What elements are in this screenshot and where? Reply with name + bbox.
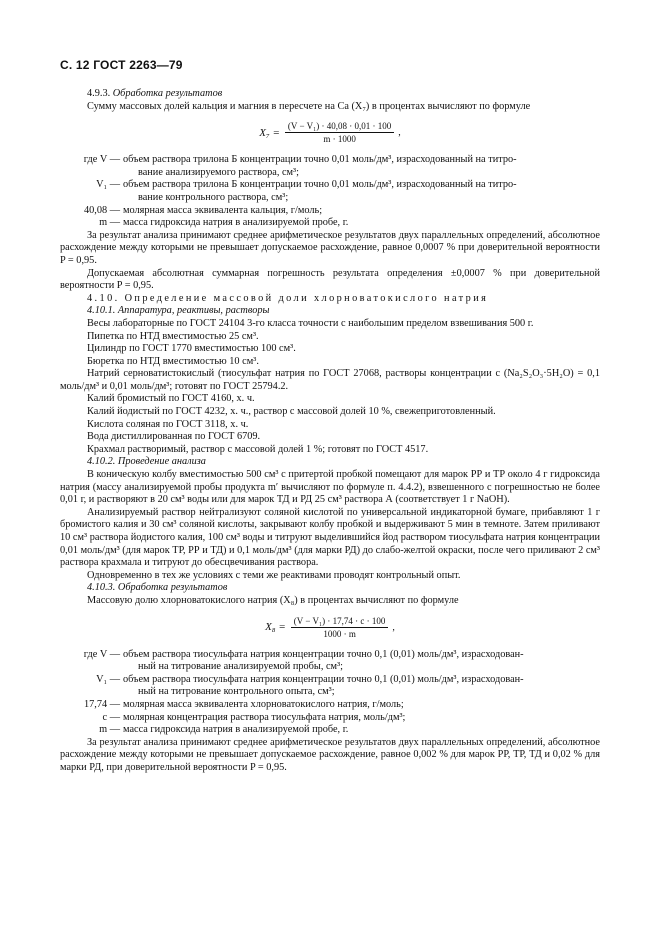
definition-symbol: V₁ — <box>96 673 120 685</box>
definition-text: масса гидроксида натрия в анализируемой пробе, г. <box>123 724 349 736</box>
procedure-paragraph: Анализируемый раствор нейтрализуют соляной кислотой по универсальной индикаторной бумаге, прибавляют 1 г бромистого калия и 30 см³ соляной кислоты, закрывают колбу пробкой и выдерживают 5 мин в темноте. Затем приливают 10 см³ раствора йодистого калия, 100 см³ воды и титруют выделившийся йод раствором тиосульфата натрия концентрации 0,01 моль/дм³ (для марок ТР, РР и ТД) и 0,1 моль/дм³ (для марки РД) до слабо-желтой окраски, после чего приливают 2 см³ раствора крахмала и титруют до обесцвечивания раствора. <box>60 506 600 569</box>
list-item: Весы лабораторные по ГОСТ 24104 3-го класса точности с наибольшим пределом взвешивания 500 г. <box>87 317 534 329</box>
definition-symbol: где V — <box>83 154 120 166</box>
formula-numerator: (V − V₁) · 40,08 · 0,01 · 100 <box>285 121 394 133</box>
definition-text <box>123 674 600 699</box>
definition-item <box>60 154 600 179</box>
reagents-list <box>60 318 600 457</box>
definition-symbol: m — <box>99 217 120 229</box>
definition-text <box>123 179 600 204</box>
definition-item <box>60 712 600 725</box>
formula-fraction <box>291 616 389 639</box>
definition-line: объем раствора трилона Б концентрации точно 0,01 моль/дм³, израсходованный на титро- <box>123 154 517 166</box>
result-paragraph: За результат анализа принимают среднее арифметическое результатов двух параллельных определений, абсолютное расхождение между которыми не превышает допускаемое расхождение, равное 0,002 % для марок РР, ТР, ТД и 0,02 % для марки РД, при доверительной вероятности P = 0,95. <box>60 736 600 773</box>
definition-item <box>60 699 600 712</box>
definition-line: объем раствора тиосульфата натрия концентрации точно 0,1 (0,01) моль/дм³, израсходован- <box>123 673 524 685</box>
list-item: Натрий серноватистокислый (тиосульфат натрия по ГОСТ 27068, растворы концентрации c (Na₂S₂O₃·5H₂O) = 0,1 моль/дм³ и 0,01 моль/дм³; готовят по ГОСТ 25794.2. <box>60 368 600 392</box>
list-item: Пипетка по НТД вместимостью 25 см³. <box>87 330 259 342</box>
list-item: Кислота соляная по ГОСТ 3118, х. ч. <box>87 418 249 430</box>
list-item: Калий бромистый по ГОСТ 4160, х. ч. <box>87 393 255 405</box>
definition-symbol: c — <box>102 711 120 723</box>
formula-intro: Массовую долю хлорноватокислого натрия (X₈) в процентах вычисляют по формуле <box>87 594 459 606</box>
formula-x8 <box>60 616 600 639</box>
definition-line-cont: ный на титрование контрольного опыта, см³; <box>138 686 335 698</box>
formula-intro: Сумму массовых долей кальция и магния в пересчете на Ca (X₇) в процентах вычисляют по формуле <box>87 100 531 112</box>
definition-item <box>60 217 600 230</box>
definition-line-cont: вание контрольного раствора, см³; <box>138 191 289 203</box>
formula-x7 <box>60 121 600 144</box>
list-item: Цилиндр по ГОСТ 1770 вместимостью 100 см³. <box>87 343 296 355</box>
section-number: 4.9.3. <box>87 88 111 99</box>
definition-text: молярная масса эквивалента кальция, г/моль; <box>123 204 323 216</box>
definition-item <box>60 674 600 699</box>
formula-tail: , <box>398 127 401 139</box>
definition-symbol: 40,08 — <box>83 204 120 216</box>
list-item: Вода дистиллированная по ГОСТ 6709. <box>87 431 261 443</box>
procedure-paragraph: В коническую колбу вместимостью 500 см³ с притертой пробкой помещают для марок РР и ТР около 4 г гидроксида натрия (массу анализируемой пробы продукта m′ вычисляют по формуле п. 4.4.2), взвешенного с погрешностью не более 0,01 г, и растворяют в 20 см³ воды или для марок ТД и РД 25 см³ раствора А (соответствует 1 г NaOH). <box>60 469 600 506</box>
section-4-10-2-heading: 4.10.2. Проведение анализа <box>87 456 206 468</box>
definition-line: объем раствора тиосульфата натрия концентрации точно 0,1 (0,01) моль/дм³, израсходован- <box>123 648 524 660</box>
definition-item <box>60 724 600 737</box>
definition-item <box>60 205 600 218</box>
definitions-x7 <box>60 154 600 230</box>
definition-line-cont: ный на титрование анализируемой пробы, см³; <box>138 661 344 673</box>
formula-denominator: 1000 · m <box>323 628 356 639</box>
list-item: Крахмал растворимый, раствор с массовой долей 1 %; готовят по ГОСТ 4517. <box>87 443 429 455</box>
definition-item <box>60 179 600 204</box>
section-4-10-1-heading: 4.10.1. Аппаратура, реактивы, растворы <box>87 305 270 317</box>
formula-numerator: (V − V₁) · 17,74 · c · 100 <box>291 616 389 628</box>
section-title: Обработка результатов <box>112 88 223 99</box>
formula-tail: , <box>392 621 395 633</box>
definition-symbol: где V — <box>83 648 120 660</box>
section-4-9-3-heading <box>60 88 600 101</box>
definitions-x8 <box>60 649 600 737</box>
definition-item <box>60 649 600 674</box>
section-4-10-3-heading: 4.10.3. Обработка результатов <box>87 582 228 594</box>
formula-denominator: m · 1000 <box>323 134 356 145</box>
formula-fraction <box>285 121 394 144</box>
formula-lhs: X₇ = <box>259 126 280 139</box>
list-item: Калий йодистый по ГОСТ 4232, х. ч., раствор с массовой долей 10 %, свежеприготовленный. <box>87 406 496 418</box>
formula-lhs: X₈ = <box>265 621 286 634</box>
definition-line: объем раствора трилона Б концентрации точно 0,01 моль/дм³, израсходованный на титро- <box>123 179 517 191</box>
definition-symbol: m — <box>99 724 120 736</box>
document-page <box>60 58 600 775</box>
definition-text: молярная масса эквивалента хлорноватокислого натрия, г/моль; <box>123 698 404 710</box>
procedure-paragraph: Одновременно в тех же условиях с теми же реактивами проводят контрольный опыт. <box>87 569 461 581</box>
definition-symbol: V₁ — <box>96 179 120 191</box>
definition-line-cont: вание анализируемого раствора, см³; <box>138 166 300 178</box>
error-paragraph: Допускаемая абсолютная суммарная погрешность результата определения ±0,0007 % при доверительной вероятности P = 0,95. <box>60 267 600 292</box>
definition-symbol: 17,74 — <box>83 698 120 710</box>
definition-text <box>123 154 600 179</box>
list-item: Бюретка по НТД вместимостью 10 см³. <box>87 355 259 367</box>
result-paragraph: За результат анализа принимают среднее арифметическое результатов двух параллельных определений, абсолютное расхождение между которыми не превышает допускаемое расхождение, равное 0,0007 % при доверительной вероятности P = 0,95. <box>60 229 600 266</box>
definition-text: масса гидроксида натрия в анализируемой пробе, г. <box>123 217 349 229</box>
page-header: С. 12 ГОСТ 2263—79 <box>60 58 183 72</box>
section-4-10-title: 4.10. Определение массовой доли хлорноватокислого натрия <box>87 292 489 304</box>
definition-text: молярная концентрация раствора тиосульфата натрия, моль/дм³; <box>123 711 406 723</box>
definition-text <box>123 649 600 674</box>
